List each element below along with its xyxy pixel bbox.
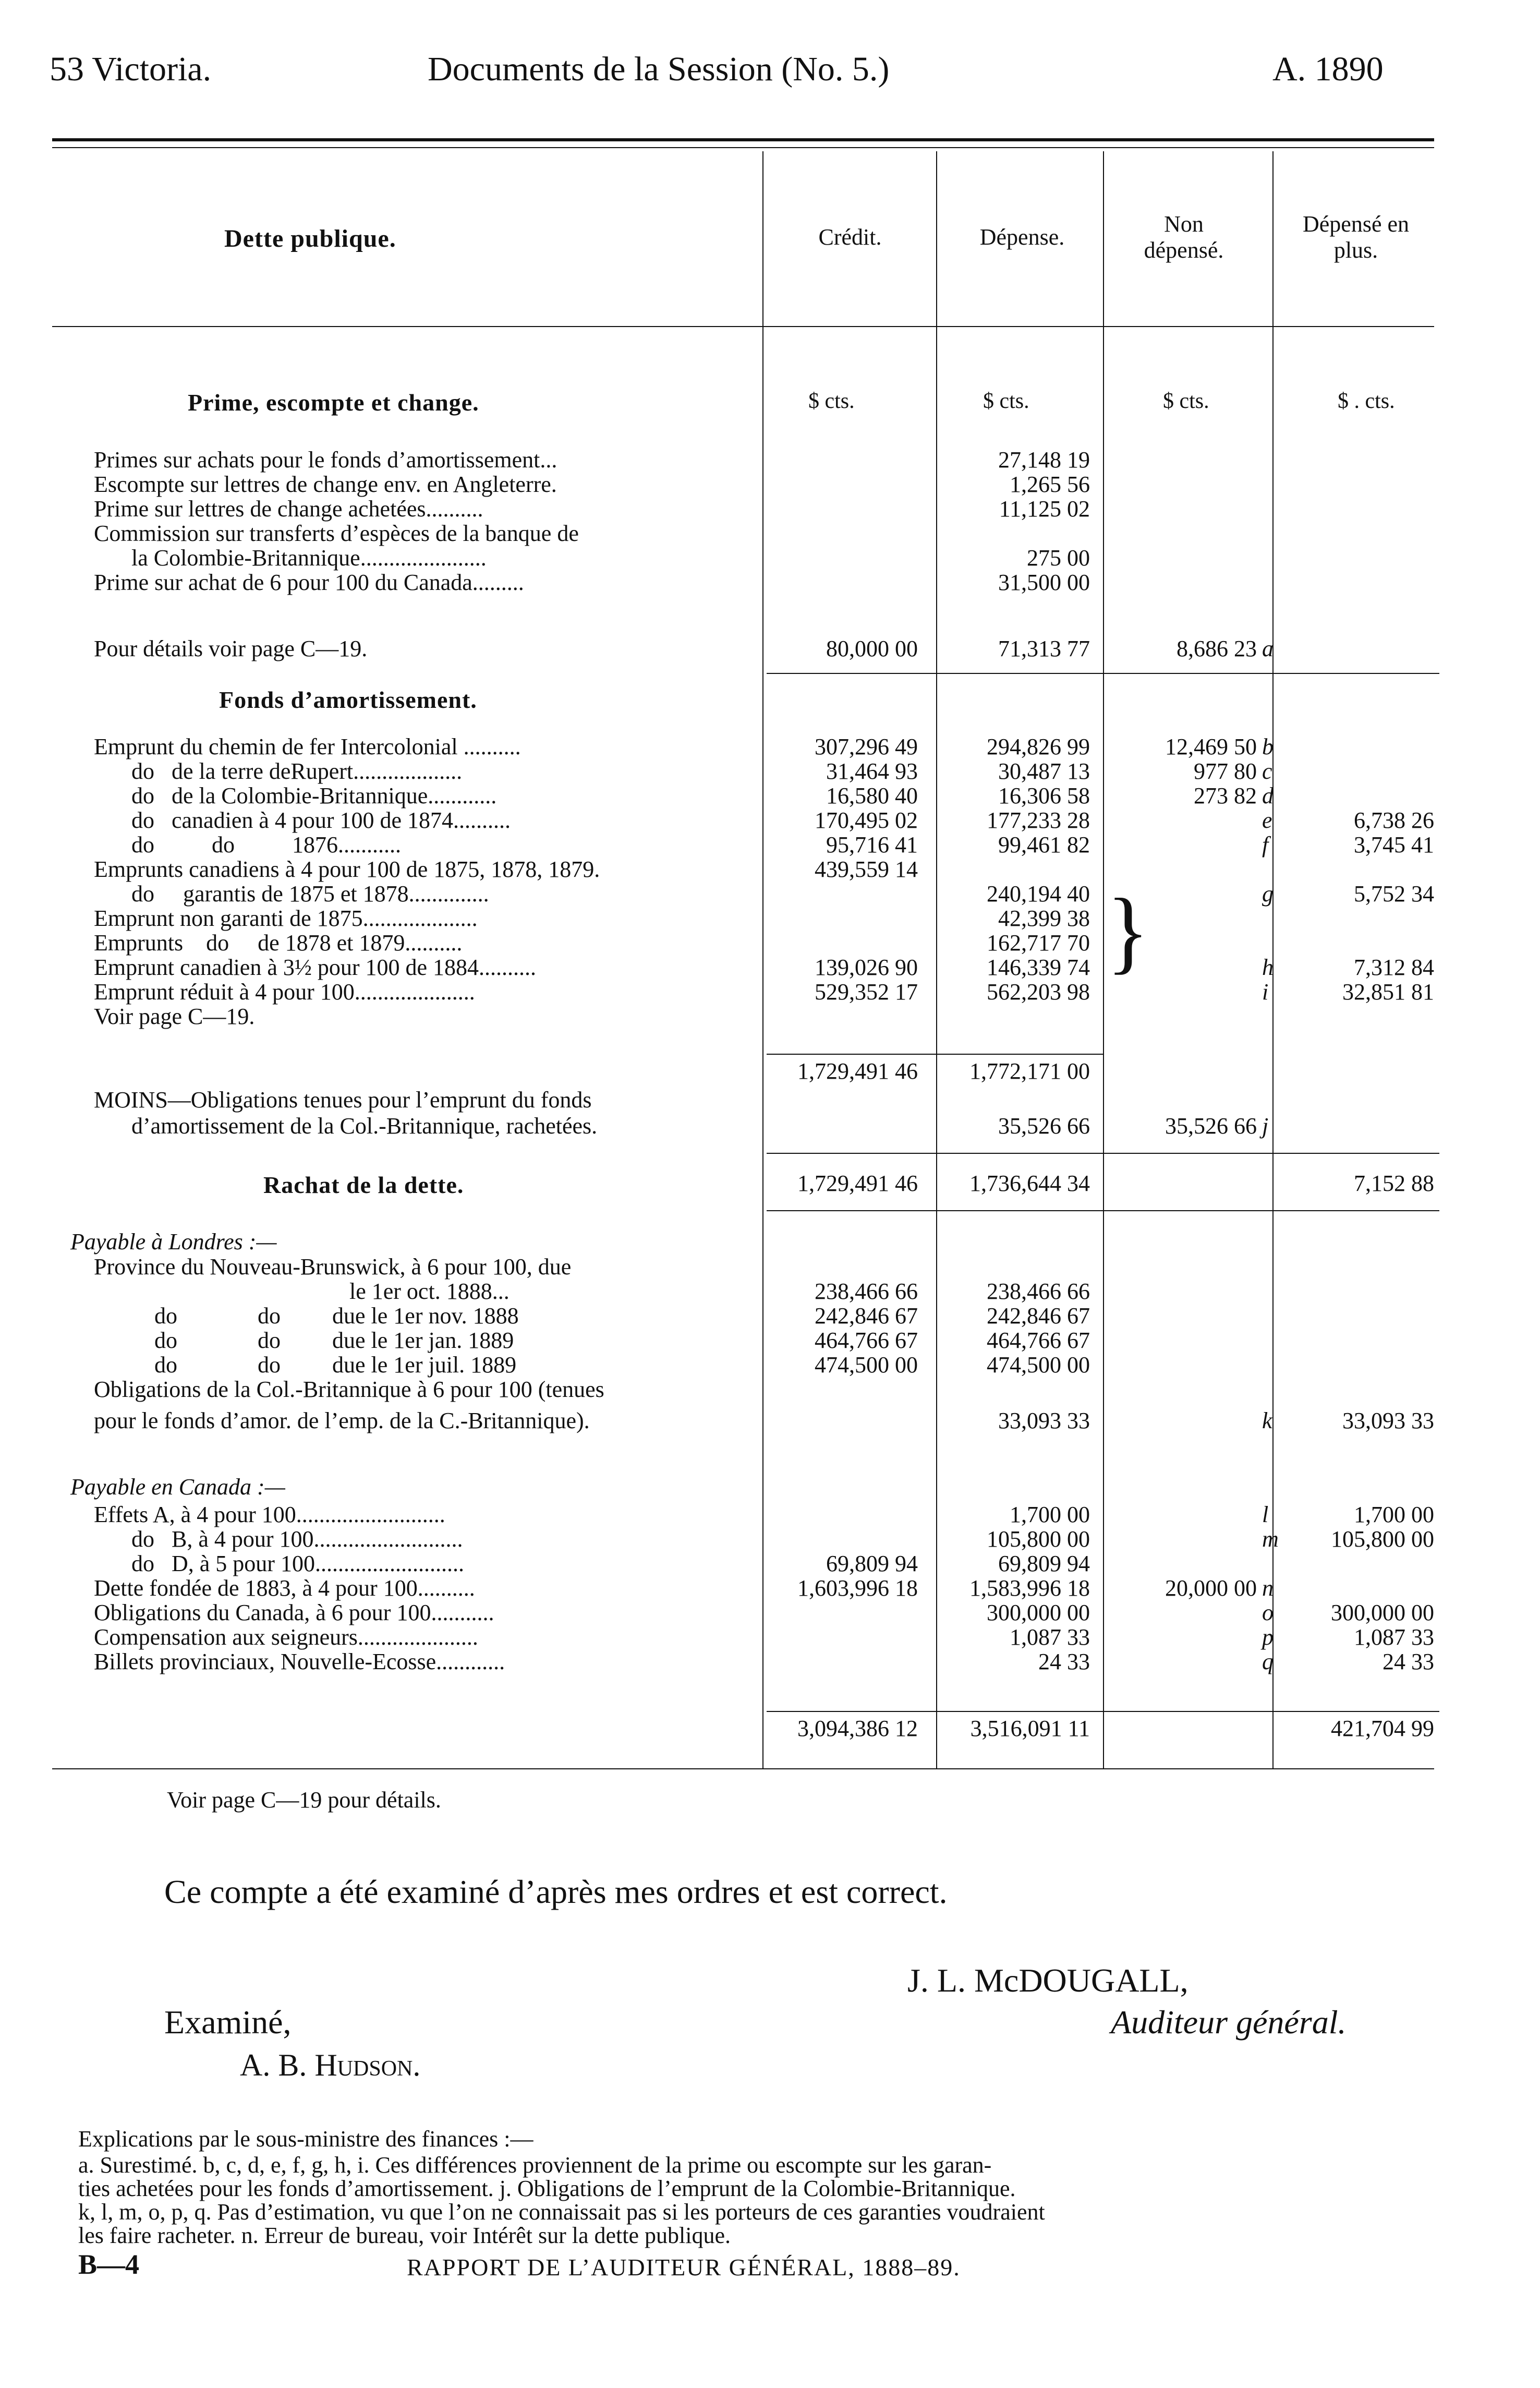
header-left: 53 Victoria. [50,50,212,88]
examine-label: Examiné, [164,2004,292,2041]
cell-credit: 80,000 00 [826,636,918,661]
cell-plus: 421,704 99 [1331,1716,1434,1741]
row-label: Pour détails voir page C—19. [94,636,368,661]
table-row [0,1004,1540,1029]
table-row [0,734,1540,759]
cell-credit: 16,580 40 [826,783,918,809]
row-footnote-mark: m [1262,1526,1279,1552]
cell-depense: 464,766 67 [987,1328,1090,1353]
cell-credit: 474,500 00 [815,1352,918,1378]
row-label: Emprunts do de 1878 et 1879.......... [94,930,463,956]
cell-depense: 105,800 00 [987,1526,1090,1552]
row-label: Emprunts canadiens à 4 pour 100 de 1875, 1878, 1879. [94,857,600,882]
cell-depense: 162,717 70 [987,930,1090,956]
cell-depense: 562,203 98 [987,979,1090,1005]
table-bottom-rule [52,1768,1434,1769]
cell-credit: 1,729,491 46 [797,1058,918,1084]
cell-credit: 1,729,491 46 [797,1171,918,1196]
cell-plus: 1,700 00 [1354,1502,1434,1527]
cell-depense: 238,466 66 [987,1279,1090,1304]
explanation-line-2: ties achetées pour les fonds d’amortissement. j. Obligations de l’emprunt de la Colombie-Britannique. [78,2176,1016,2201]
subtotal-rule-2 [767,1054,1103,1055]
cell-depense: 42,399 38 [998,906,1090,931]
table-row [0,1625,1540,1650]
cell-depense: 24 33 [1038,1649,1090,1674]
row-label: pour le fonds d’amor. de l’emp. de la C.-Britannique). [94,1408,590,1433]
table-row [0,1716,1540,1741]
table-row [0,808,1540,833]
grouping-brace: } [1107,879,1149,983]
cell-depense: 240,194 40 [987,881,1090,907]
row-footnote-mark: c [1262,758,1272,784]
table-row [0,570,1540,595]
col-non-1: Non [1164,211,1204,237]
explanation-line-1: a. Surestimé. b, c, d, e, f, g, h, i. Ces différences proviennent de la prime ou escompte sur les garan- [78,2152,992,2178]
col-plus-1: Dépensé en [1302,211,1409,237]
table-row [0,1377,1540,1402]
table-row [0,833,1540,858]
row-label: Compensation aux seigneurs..................... [94,1624,478,1650]
cell-non: 12,469 50 [1165,734,1257,759]
cell-depense: 31,500 00 [998,570,1090,595]
table-row [0,1088,1540,1113]
cell-credit: 3,094,386 12 [797,1716,918,1741]
cell-depense: 1,265 56 [1010,472,1090,497]
cell-depense: 1,700 00 [1010,1502,1090,1527]
cell-depense: 275 00 [1027,545,1090,571]
cell-non: 8,686 23 [1177,636,1257,661]
row-label: do B, à 4 pour 100.......................... [120,1526,463,1552]
cell-credit: 307,296 49 [815,734,918,759]
cell-plus: 105,800 00 [1331,1526,1434,1552]
table-row [0,1255,1540,1280]
cell-non: 35,526 66 [1165,1113,1257,1139]
cell-depense: 1,772,171 00 [969,1058,1090,1084]
row-footnote-mark: q [1262,1649,1274,1674]
table-row [0,1353,1540,1378]
table-row [0,1502,1540,1527]
unit-credit: $ cts. [808,389,855,413]
row-footnote-mark: l [1262,1502,1269,1527]
subtotal-rule-4 [767,1210,1439,1211]
row-label: Effets A, à 4 pour 100.......................... [94,1502,445,1527]
page-ref: B—4 [78,2249,140,2280]
cell-non: 273 82 [1194,783,1257,809]
row-label: Emprunt non garanti de 1875.................... [94,906,478,931]
cell-plus: 33,093 33 [1342,1408,1434,1433]
unit-non: $ cts. [1163,389,1209,413]
row-footnote-mark: g [1262,881,1274,907]
row-footnote-mark: d [1262,783,1274,809]
cell-credit: 69,809 94 [826,1551,918,1576]
row-footnote-mark: n [1262,1575,1274,1601]
section-rachat: Rachat de la dette. [263,1172,464,1198]
signer-name: J. L. McDOUGALL, [907,1962,1189,1999]
cell-non: 20,000 00 [1165,1575,1257,1601]
header-rule [52,138,1434,141]
cell-credit: 238,466 66 [815,1279,918,1304]
cell-credit: 242,846 67 [815,1303,918,1329]
table-row [0,1279,1540,1304]
header-rule-thin [52,147,1434,148]
row-footnote-mark: b [1262,734,1274,759]
cell-plus: 7,312 84 [1354,955,1434,980]
table-row [0,521,1540,546]
col-credit: Crédit. [818,224,882,250]
row-label: Prime sur achat de 6 pour 100 du Canada......... [94,570,524,595]
table-title: Dette publique. [224,225,396,252]
row-label: Emprunt canadien à 3½ pour 100 de 1884.......... [94,955,537,980]
cell-depense: 1,087 33 [1010,1624,1090,1650]
table-row [0,1600,1540,1625]
cell-credit: 529,352 17 [815,979,918,1005]
row-footnote-mark: h [1262,955,1274,980]
unit-plus: $ . cts. [1338,389,1395,413]
cell-credit: 95,716 41 [826,832,918,858]
cell-credit: 1,603,996 18 [797,1575,918,1601]
table-row [0,759,1540,784]
row-label: Emprunt réduit à 4 pour 100..................... [94,979,475,1005]
table-row [0,955,1540,980]
row-label: Voir page C—19. [94,1004,255,1029]
row-label: Obligations du Canada, à 6 pour 100........... [94,1600,494,1625]
row-footnote-mark: o [1262,1600,1274,1625]
row-footnote-mark: j [1262,1113,1269,1139]
table-row [0,1114,1540,1139]
row-label: do do due le 1er juil. 1889 [120,1352,517,1378]
row-footnote-mark: a [1262,636,1274,661]
cell-plus: 24 33 [1383,1649,1434,1674]
row-label: Primes sur achats pour le fonds d’amortissement... [94,447,557,473]
total-rule [767,1711,1439,1712]
row-label: Prime sur lettres de change achetées.......... [94,496,483,522]
header-right: A. 1890 [1272,50,1384,88]
cell-depense: 35,526 66 [998,1113,1090,1139]
cell-depense: 177,233 28 [987,807,1090,833]
cell-credit: 464,766 67 [815,1328,918,1353]
cell-plus: 3,745 41 [1354,832,1434,858]
cell-depense: 99,461 82 [998,832,1090,858]
cell-depense: 242,846 67 [987,1303,1090,1329]
examiner-name: A. B. Hudson. [240,2048,421,2082]
cell-depense: 71,313 77 [998,636,1090,661]
report-title: RAPPORT DE L’AUDITEUR GÉNÉRAL, 1888–89. [407,2254,961,2281]
row-label: MOINS—Obligations tenues pour l’emprunt du fonds [94,1087,592,1113]
cell-depense: 69,809 94 [998,1551,1090,1576]
cell-depense: 1,736,644 34 [969,1171,1090,1196]
table-row [0,882,1540,907]
table-row [0,1649,1540,1674]
section-prime: Prime, escompte et change. [188,389,479,416]
row-footnote-mark: p [1262,1624,1274,1650]
row-label: Dette fondée de 1883, à 4 pour 100.......... [94,1575,475,1601]
cell-depense: 294,826 99 [987,734,1090,759]
cell-plus: 5,752 34 [1354,881,1434,907]
table-row [0,1551,1540,1576]
cell-plus: 1,087 33 [1354,1624,1434,1650]
section-fonds: Fonds d’amortissement. [219,686,477,713]
table-row [0,497,1540,522]
table-row [0,1059,1540,1084]
row-label: do de la Colombie-Britannique............ [120,783,497,809]
row-label: Commission sur transferts d’espèces de la banque de [94,521,579,546]
cell-credit: 170,495 02 [815,807,918,833]
table-row [0,931,1540,956]
row-label: do canadien à 4 pour 100 de 1874.......... [120,807,511,833]
table-row [0,636,1540,661]
cell-credit: 439,559 14 [815,857,918,882]
row-label: Emprunt du chemin de fer Intercolonial .......... [94,734,521,759]
cell-depense: 16,306 58 [998,783,1090,809]
table-row [0,1576,1540,1601]
cell-credit: 139,026 90 [815,955,918,980]
row-label: d’amortissement de la Col.-Britannique, rachetées. [120,1113,598,1139]
row-label: Billets provinciaux, Nouvelle-Ecosse............ [94,1649,505,1674]
subtotal-rule-3 [767,1153,1439,1154]
row-label: le 1er oct. 1888... [120,1279,510,1304]
cell-depense: 11,125 02 [999,496,1090,522]
table-row [0,906,1540,931]
header-center: Documents de la Session (No. 5.) [428,50,890,88]
row-label: do garantis de 1875 et 1878.............. [120,881,489,907]
colhead-rule [52,326,1434,327]
row-label: Province du Nouveau-Brunswick, à 6 pour 100, due [94,1254,572,1280]
cell-depense: 27,148 19 [998,447,1090,473]
cell-non: 977 80 [1194,758,1257,784]
row-label: do D, à 5 pour 100.......................... [120,1551,464,1576]
row-footnote-mark: f [1262,832,1269,858]
section-londres: Payable à Londres :— [70,1229,277,1255]
signer-title: Auditeur général. [1111,2004,1347,2041]
row-footnote-mark: e [1262,807,1272,833]
cell-depense: 1,583,996 18 [969,1575,1090,1601]
table-row [0,1527,1540,1552]
cell-depense: 474,500 00 [987,1352,1090,1378]
cell-plus: 32,851 81 [1342,979,1434,1005]
table-row [0,783,1540,809]
row-footnote-mark: k [1262,1408,1272,1433]
row-label: Escompte sur lettres de change env. en Angleterre. [94,472,557,497]
cell-plus: 6,738 26 [1354,807,1434,833]
table-row [0,472,1540,497]
explanations-title: Explications par le sous-ministre des finances :— [78,2126,533,2152]
col-non-2: dépensé. [1144,237,1224,263]
row-label: do do due le 1er nov. 1888 [120,1303,519,1329]
table-row [0,980,1540,1005]
table-row [0,1328,1540,1353]
table-row [0,1171,1540,1196]
section-canada: Payable en Canada :— [70,1474,285,1500]
explanation-line-3: k, l, m, o, p, q. Pas d’estimation, vu que l’on ne connaissait pas si les porteurs de ces garanties voudraient [78,2199,1045,2225]
table-row [0,448,1540,473]
row-label: Obligations de la Col.-Britannique à 6 pour 100 (tenues [94,1377,604,1402]
table-row [0,1408,1540,1433]
table-row [0,1304,1540,1329]
certification: Ce compte a été examiné d’après mes ordres et est correct. [164,1873,948,1910]
cell-depense: 30,487 13 [998,758,1090,784]
col-depense: Dépense. [979,224,1065,250]
cell-depense: 3,516,091 11 [970,1716,1090,1741]
row-label: do do due le 1er jan. 1889 [120,1328,514,1353]
row-label: do do 1876........... [120,832,401,858]
cell-credit: 31,464 93 [826,758,918,784]
cell-plus: 7,152 88 [1354,1171,1434,1196]
cell-depense: 300,000 00 [987,1600,1090,1625]
cell-depense: 33,093 33 [998,1408,1090,1433]
subtotal-rule-1 [767,673,1439,674]
cell-plus: 300,000 00 [1331,1600,1434,1625]
row-label: la Colombie-Britannique...................... [120,545,487,571]
table-row [0,857,1540,882]
row-label: do de la terre deRupert................... [120,758,463,784]
table-row [0,546,1540,571]
unit-depense: $ cts. [983,389,1029,413]
footer-voir: Voir page C—19 pour détails. [167,1787,441,1813]
explanation-line-4: les faire racheter. n. Erreur de bureau, voir Intérêt sur la dette publique. [78,2223,731,2248]
col-plus-2: plus. [1333,237,1378,263]
cell-depense: 146,339 74 [987,955,1090,980]
row-footnote-mark: i [1262,979,1269,1005]
